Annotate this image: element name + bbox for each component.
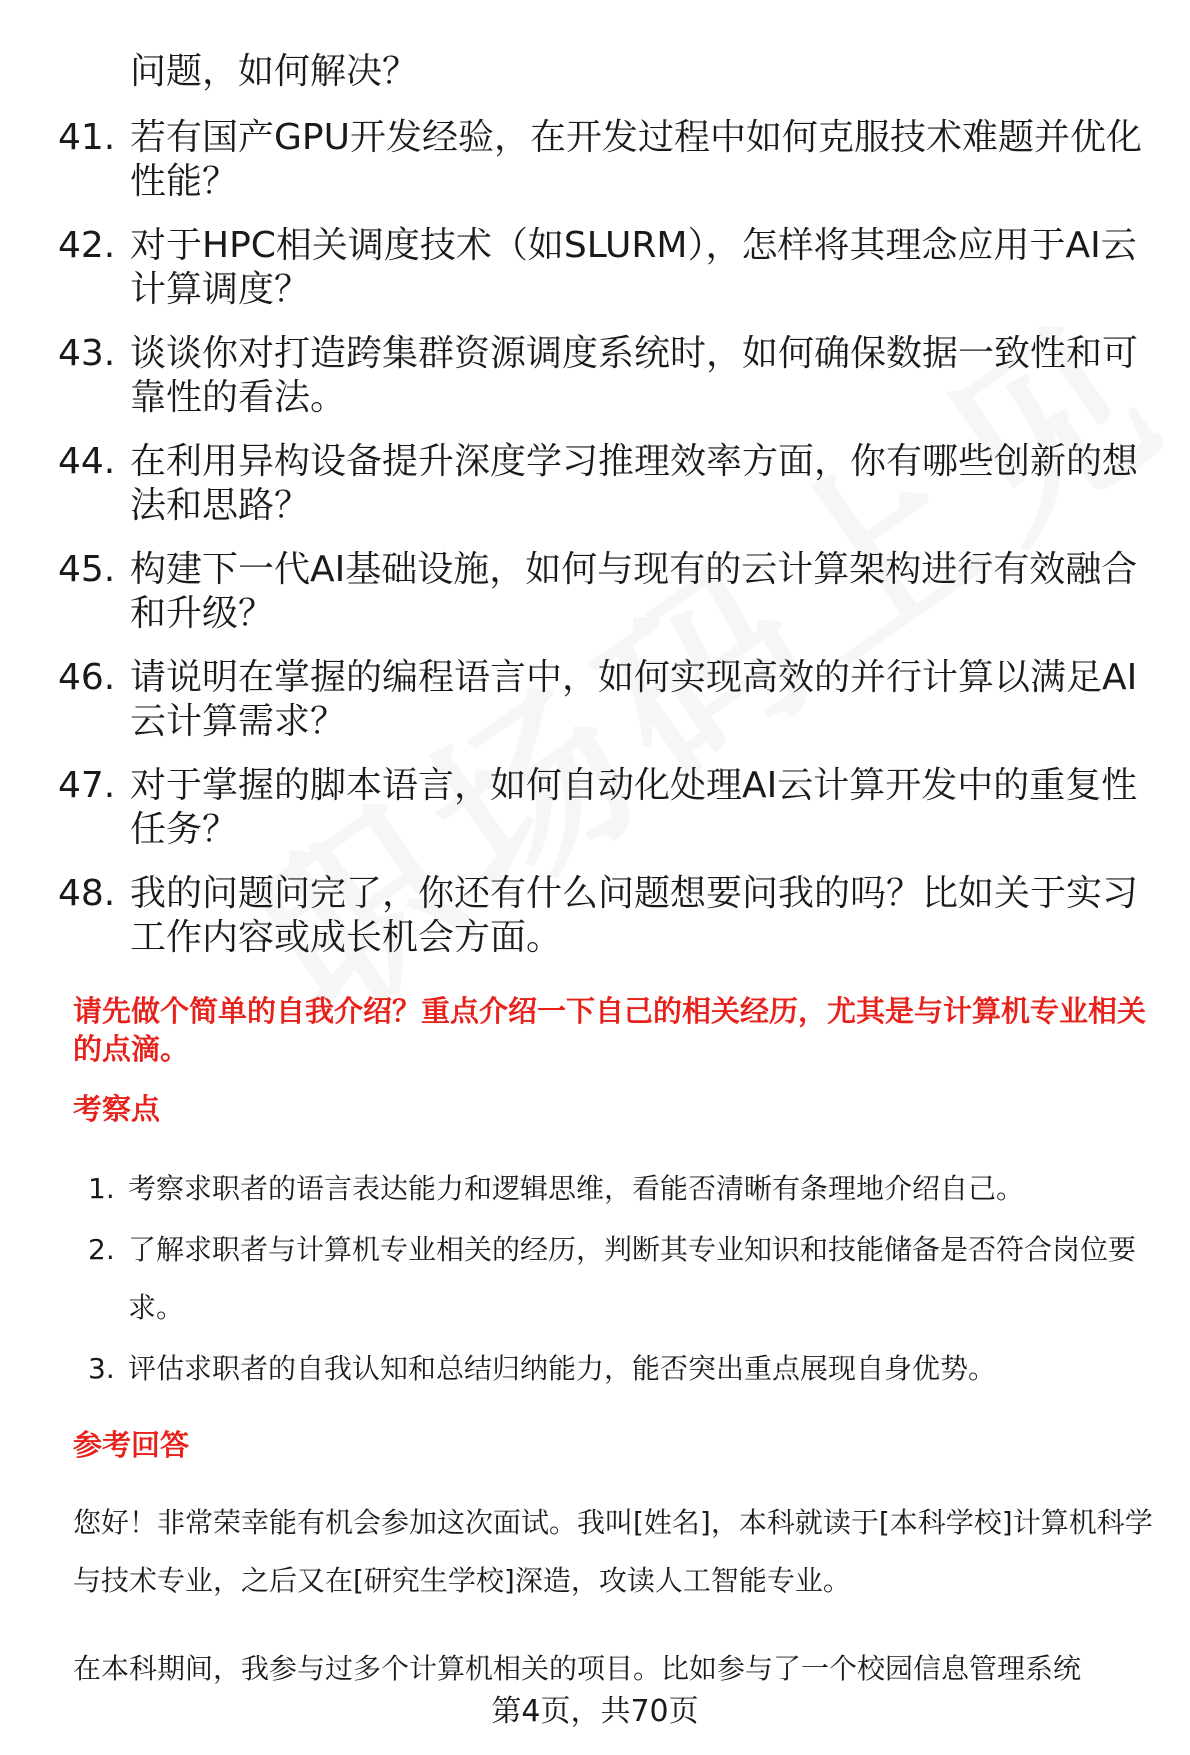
assessment-points-list (88, 1160, 1163, 1401)
question-item (58, 872, 1168, 960)
question-text: 构建下一代AI基础设施，如何与现有的云计算架构进行有效融合和升级？ (130, 549, 1138, 634)
assessment-point-text: 评估求职者的自我认知和总结归纳能力，能否突出重点展现自身优势。 (128, 1352, 997, 1385)
assessment-point-number: 1. (88, 1172, 115, 1205)
question-number: 45. (58, 549, 116, 590)
question-item (58, 764, 1168, 852)
assessment-points-heading: 考察点 (73, 1092, 161, 1126)
answer-paragraph: 在本科期间，我参与过多个计算机相关的项目。比如参与了一个校园信息管理系统 (73, 1652, 1082, 1685)
page-footer: 第4页，共70页 (491, 1694, 699, 1729)
question-number: 46. (58, 657, 116, 698)
interview-question-heading: 请先做个简单的自我介绍？重点介绍一下自己的相关经历，尤其是与计算机专业相关的点滴。 (73, 994, 1147, 1066)
answer-paragraph: 您好！非常荣幸能有机会参加这次面试。我叫[姓名]，本科就读于[本科学校]计算机科学与技术专业，之后又在[研究生学校]深造，攻读人工智能专业。 (73, 1506, 1153, 1597)
question-text: 在利用异构设备提升深度学习推理效率方面，你有哪些创新的想法和思路？ (130, 441, 1139, 526)
question-item (58, 656, 1168, 744)
assessment-point-number: 2. (88, 1233, 115, 1266)
question-number: 42. (58, 225, 116, 266)
question-item (58, 332, 1168, 420)
assessment-point-number: 3. (88, 1352, 115, 1385)
assessment-point (88, 1340, 1163, 1398)
question-item (58, 440, 1168, 528)
question-number: 41. (58, 117, 116, 158)
question-text: 谈谈你对打造跨集群资源调度系统时，如何确保数据一致性和可靠性的看法。 (130, 333, 1139, 418)
question-number: 44. (58, 441, 116, 482)
assessment-point-text: 考察求职者的语言表达能力和逻辑思维，看能否清晰有条理地介绍自己。 (128, 1172, 1025, 1205)
question-text: 对于掌握的脚本语言，如何自动化处理AI云计算开发中的重复性任务？ (130, 765, 1138, 850)
question-item (58, 116, 1168, 204)
question-text: 请说明在掌握的编程语言中，如何实现高效的并行计算以满足AI云计算需求？ (130, 657, 1138, 742)
question-text: 我的问题问完了，你还有什么问题想要问我的吗？比如关于实习工作内容或成长机会方面。 (130, 873, 1139, 958)
assessment-point-text: 了解求职者与计算机专业相关的经历，判断其专业知识和技能储备是否符合岗位要求。 (128, 1233, 1137, 1324)
reference-answer-heading: 参考回答 (73, 1428, 190, 1462)
question-number: 48. (58, 873, 116, 914)
question-item (58, 548, 1168, 636)
question-list (58, 116, 1168, 980)
question-text: 若有国产GPU开发经验，在开发过程中如何克服技术难题并优化性能？ (130, 117, 1142, 202)
question-number: 47. (58, 765, 116, 806)
question-item (58, 224, 1168, 312)
assessment-point (88, 1160, 1163, 1218)
question-number: 43. (58, 333, 116, 374)
assessment-point (88, 1221, 1163, 1337)
question-text: 对于HPC相关调度技术（如SLURM），怎样将其理念应用于AI云计算调度？ (130, 225, 1137, 310)
continuation-text: 问题，如何解决？ (130, 51, 419, 92)
